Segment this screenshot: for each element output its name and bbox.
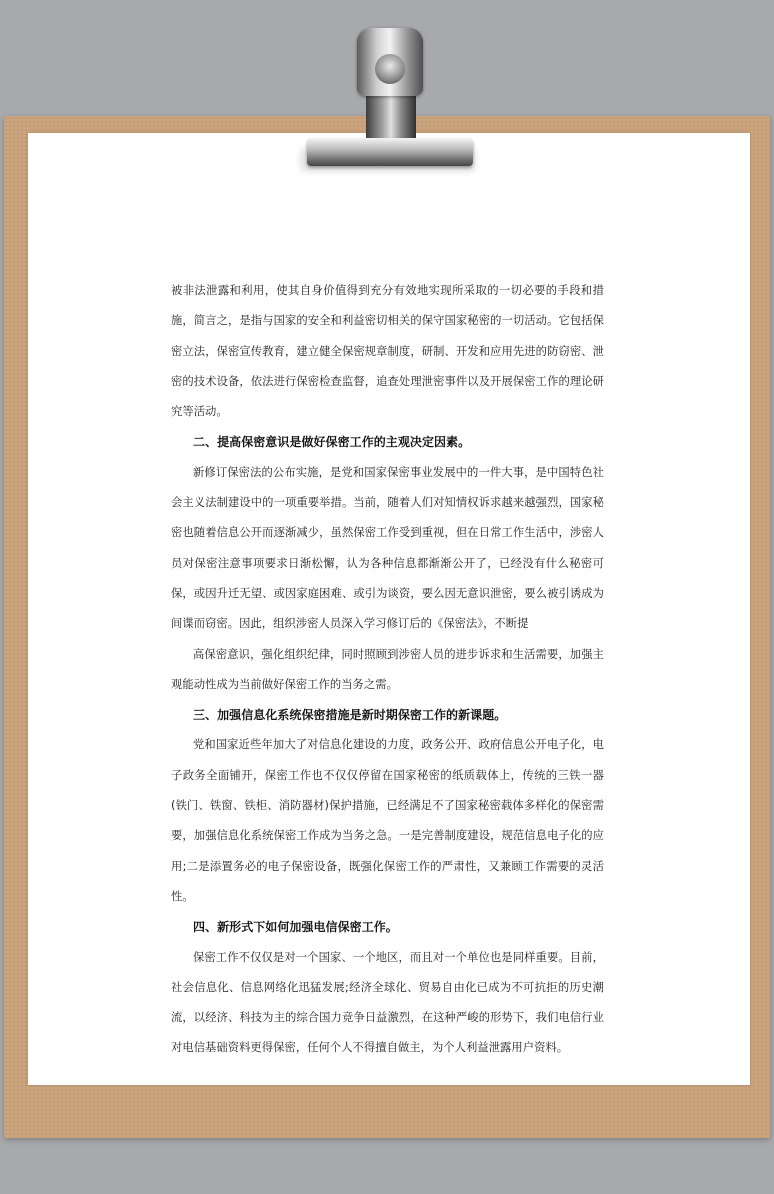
paragraph-intro: 被非法泄露和利用，使其自身价值得到充分有效地实现所采取的一切必要的手段和措施，简言之，是指与国家的安全和利益密切相关的保守国家秘密的一切活动。它包括保密立法，保密宣传教育，建立健全保密规章制度，研制、开发和应用先进的防窃密、泄密的技术设备，依法进行保密检查监督，追查处理泄密事件以及开展保密工作的理论研究等活动。 <box>171 284 604 419</box>
paragraph-section-2b: 高保密意识，强化组织纪律，同时照顾到涉密人员的进步诉求和生活需要，加强主观能动性成为当前做好保密工作的当务之需。 <box>171 647 604 691</box>
paragraph-section-2a: 新修订保密法的公布实施，是党和国家保密事业发展中的一件大事，是中国特色社会主义法制建设中的一项重要举措。当前，随着人们对知情权诉求越来越强烈，国家秘密也随着信息公开而逐渐减少，虽然保密工作受到重视，但在日常工作生活中，涉密人员对保密注意事项要求日渐松懈，认为各种信息都渐渐公开了，已经没有什么秘密可保，或因升迁无望、或因家庭困难、或引为谈资，要么因无意识泄密，要么被引诱成为间谍而窃密。因此，组织涉密人员深入学习修订后的《保密法》，不断提 <box>171 465 604 631</box>
binder-clip-hole <box>375 54 405 84</box>
paragraph-section-3: 党和国家近些年加大了对信息化建设的力度，政务公开、政府信息公开电子化，电子政务全面铺开，保密工作也不仅仅停留在国家秘密的纸质载体上，传统的三铁一器(铁门、铁窗、铁柜、消防器材)保护措施，已经满足不了国家秘密载体多样化的保密需要，加强信息化系统保密工作成为当务之急。一是完善制度建设，规范信息电子化的应用;二是添置务必的电子保密设备，既强化保密工作的严肃性，又兼顾工作需要的灵活性。 <box>171 738 604 903</box>
heading-section-3: 三、加强信息化系统保密措施是新时期保密工作的新课题。 <box>193 708 507 723</box>
document-body <box>171 276 604 1064</box>
heading-section-2: 二、提高保密意识是做好保密工作的主观决定因素。 <box>193 435 471 450</box>
binder-clip-base <box>307 138 473 166</box>
heading-section-4: 四、新形式下如何加强电信保密工作。 <box>193 920 398 935</box>
paragraph-section-4: 保密工作不仅仅是对一个国家、一个地区，而且对一个单位也是同样重要。目前，社会信息化、信息网络化迅猛发展;经济全球化、贸易自由化已成为不可抗拒的历史潮流，以经济、科技为主的综合国力竞争日益激烈，在这种严峻的形势下，我们电信行业对电信基础资料更得保密，任何个人不得擅自做主，为个人利益泄露用户资料。 <box>171 950 604 1055</box>
binder-clip-neck <box>366 94 416 142</box>
